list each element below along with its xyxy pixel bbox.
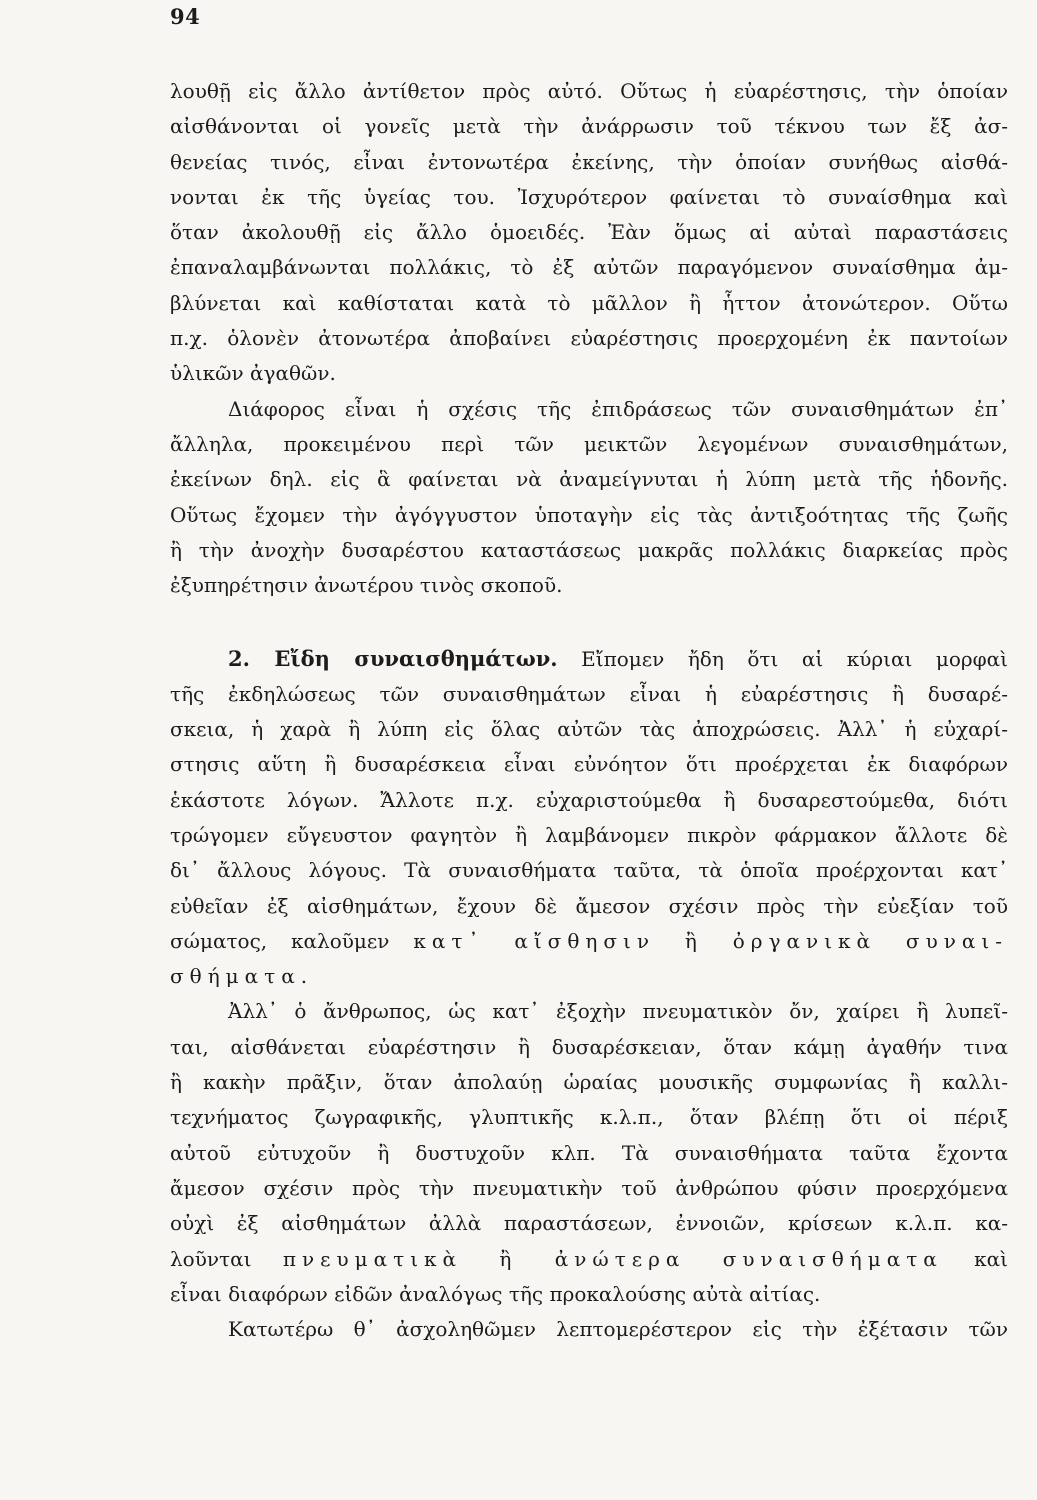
paragraph: [170, 74, 1008, 392]
text-line: εἶναι διαφόρων εἰδῶν ἀναλόγως τῆς προκαλούσης αὐτὰ αἰτίας.: [170, 1281, 821, 1306]
text-line: νονται ἐκ τῆς ὑγείας του. Ἰσχυρότερον φαίνεται τὸ συναίσθημα καὶ: [170, 184, 1008, 209]
paragraph: [170, 392, 1008, 604]
text-line: σκεια, ἡ χαρὰ ἢ λύπη εἰς ὅλας αὐτῶν τὰς ἀποχρώσεις. Ἀλλ᾽ ἡ εὐχαρί-: [170, 717, 1008, 742]
text-line: τῆς ἐκδηλώσεως τῶν συναισθημάτων εἶναι ἡ εὐαρέστησις ἢ δυσαρέ-: [170, 681, 1008, 706]
term-organic-feelings-end: σθήματα.: [170, 964, 314, 989]
paragraph: [170, 1312, 1008, 1347]
text-line: ὅταν ἀκολουθῇ εἰς ἄλλο ὁμοειδές. Ἐὰν ὅμως αἱ αὐταὶ παραστάσεις: [170, 220, 1008, 245]
text-line: δι᾽ ἄλλους λόγους. Τὰ συναισθήματα ταῦτα, τὰ ὁποῖα προέρχονται κατ᾽: [170, 858, 1008, 883]
text-line: ἢ κακὴν πρᾶξιν, ὅταν ἀπολαύῃ ὡραίας μουσικῆς συμφωνίας ἢ καλλι-: [170, 1070, 1008, 1095]
text-line: οὐχὶ ἐξ αἰσθημάτων ἀλλὰ παραστάσεων, ἐννοιῶν, κρίσεων κ.λ.π. κα-: [170, 1211, 1008, 1236]
text-line: [170, 924, 1008, 959]
text-line: [170, 959, 1008, 994]
text-line: θενείας τινός, εἶναι ἐντονωτέρα ἐκείνης, τὴν ὁποίαν συνήθως αἰσθά-: [170, 149, 1008, 174]
text-line: Κατωτέρω θ᾽ ἀσχοληθῶμεν λεπτομερέστερον εἰς τὴν ἐξέτασιν τῶν: [228, 1317, 1008, 1342]
text-line: ται, αἰσθάνεται εὐαρέστησιν ἢ δυσαρέσκειαν, ὅταν κάμῃ ἀγαθήν τινα: [170, 1034, 1008, 1059]
text-line: ἐπαναλαμβάνωνται πολλάκις, τὸ ἐξ αὐτῶν παραγόμενον συναίσθημα ἀμ-: [170, 255, 1008, 280]
page-number: 94: [170, 4, 201, 29]
text-line: ἄλληλα, προκειμένου περὶ τῶν μεικτῶν λεγομένων συναισθημάτων,: [170, 431, 1008, 456]
text-line: λουθῇ εἰς ἄλλο ἀντίθετον πρὸς αὐτό. Οὕτως ἡ εὐαρέστησις, τὴν ὁποίαν: [170, 79, 1008, 103]
text-line: ἄμεσον σχέσιν πρὸς τὴν πνευματικὴν τοῦ ἀνθρώπου φύσιν προερχόμενα: [170, 1175, 1008, 1200]
text-line: βλύνεται καὶ καθίσταται κατὰ τὸ μᾶλλον ἢ ἧττον ἀτονώτερον. Οὕτω: [170, 290, 1008, 315]
text-line: Ἀλλ᾽ ὁ ἄνθρωπος, ὡς κατ᾽ ἐξοχὴν πνευματικὸν ὄν, χαίρει ἢ λυπεῖ-: [228, 999, 1008, 1024]
text-line: τεχνήματος ζωγραφικῆς, γλυπτικῆς κ.λ.π., ὅταν βλέπῃ ὅτι οἱ πέριξ: [170, 1105, 1008, 1130]
text-line: ἑκάστοτε λόγων. Ἄλλοτε π.χ. εὐχαριστούμεθα ἢ δυσαρεστούμεθα, διότι: [170, 787, 1008, 812]
text-line: ὑλικῶν ἀγαθῶν.: [170, 361, 336, 386]
text-line: ἢ τὴν ἀνοχὴν δυσαρέστου καταστάσεως μακρᾶς πολλάκις διαρκείας πρὸς: [170, 537, 1008, 562]
line-tail: καὶ: [974, 1246, 1008, 1271]
text-line: αἰσθάνονται οἱ γονεῖς μετὰ τὴν ἀνάρρωσιν τοῦ τέκνου των ἔξ ἀσ-: [170, 114, 1008, 139]
body-text: [170, 74, 1008, 1347]
text-line: αὐτοῦ εὐτυχοῦν ἢ δυστυχοῦν κλπ. Τὰ συναισθήματα ταῦτα ἔχοντα: [170, 1140, 1008, 1165]
line-lead: λοῦνται: [170, 1246, 252, 1271]
text-line: [170, 1242, 1008, 1277]
text-line: π.χ. ὁλονὲν ἀτονωτέρα ἀποβαίνει εὐαρέστησις προερχομένη ἐκ παντοίων: [170, 326, 1008, 351]
term-spiritual-feelings: πνευματικὰ ἢ ἀνώτερα συναισθήματα: [282, 1246, 943, 1271]
paragraph: [170, 994, 1008, 1312]
text-line: ἐκείνων δηλ. εἰς ἃ φαίνεται νὰ ἀναμείγνυται ἡ λύπη μετὰ τῆς ἡδονῆς.: [170, 467, 1008, 492]
text-line: τρώγομεν εὔγευστον φαγητὸν ἢ λαμβάνομεν πικρὸν φάρμακον ἄλλοτε δὲ: [170, 822, 1008, 847]
text-line: [170, 641, 1008, 676]
text-line: Οὕτως ἔχομεν τὴν ἀγόγγυστον ὑποταγὴν εἰς τὰς ἀντιξοότητας τῆς ζωῆς: [170, 502, 1008, 527]
section-gap: [170, 603, 1008, 641]
line-lead: σώματος, καλοῦμεν: [170, 928, 390, 953]
text-line: ἐξυπηρέτησιν ἀνωτέρου τινὸς σκοποῦ.: [170, 573, 563, 598]
term-organic-feelings: κατ᾽ αἴσθησιν ἢ ὀργανικὰ συναι-: [413, 928, 1008, 953]
text-line: Διάφορος εἶναι ἡ σχέσις τῆς ἐπιδράσεως τῶν συναισθημάτων ἐπ᾽: [228, 396, 1008, 421]
section-heading: 2. Εἴδη συναισθημάτων.: [228, 646, 558, 672]
text-line: εὐθεῖαν ἐξ αἰσθημάτων, ἔχουν δὲ ἄμεσον σχέσιν πρὸς τὴν εὐεξίαν τοῦ: [170, 893, 1008, 918]
text-line: στησις αὕτη ἢ δυσαρέσκεια εἶναι εὐνόητον ὅτι προέρχεται ἐκ διαφόρων: [170, 752, 1008, 777]
heading-line-text: Εἴπομεν ἤδη ὅτι αἱ κύριαι μορφαὶ: [581, 647, 1008, 672]
section: [170, 641, 1008, 994]
